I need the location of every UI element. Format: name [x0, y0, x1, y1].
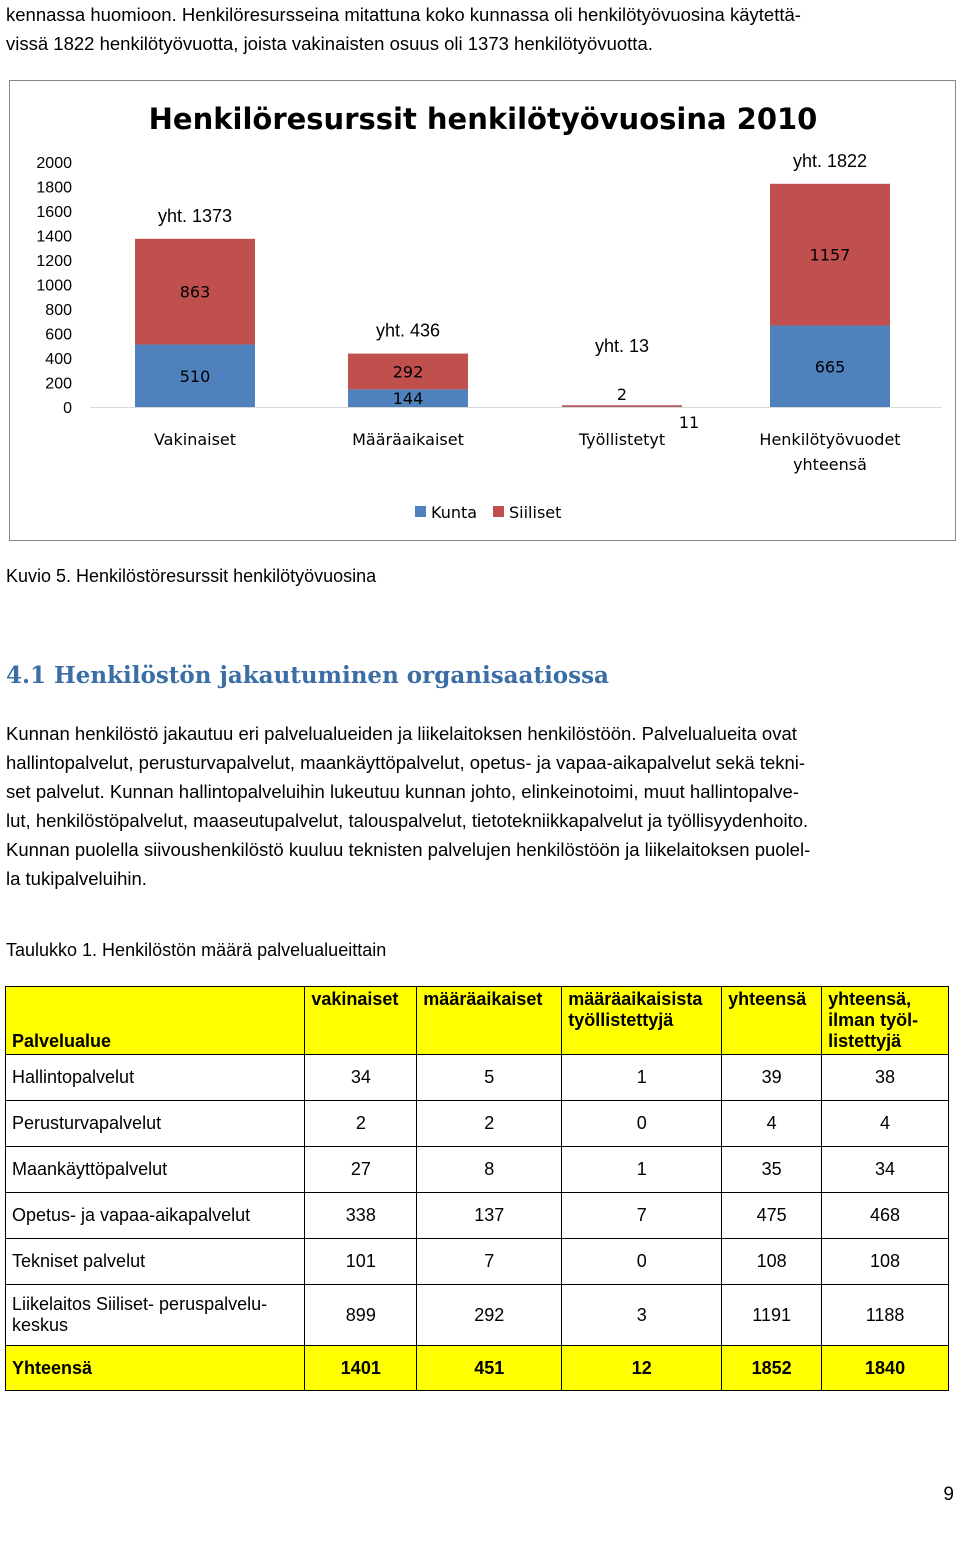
- body-line: lut, henkilöstöpalvelut, maaseutupalvelut, talouspalvelut, tietotekniikkapalvelut ja työllisyydenhoito.: [6, 810, 809, 831]
- legend-label-kunta: Kunta: [431, 503, 478, 522]
- y-tick-label: 1600: [36, 204, 72, 221]
- service-area-name: Hallintopalvelut: [6, 1055, 305, 1101]
- service-area-name: Liikelaitos Siiliset- peruspalvelu- keskus: [6, 1285, 305, 1346]
- data-label-siiliset: 863: [179, 282, 211, 302]
- x-category-label: Vakinaiset: [153, 430, 237, 449]
- table-row: [6, 1239, 949, 1285]
- table-cell: 1191: [722, 1285, 822, 1346]
- total-cell: 12: [562, 1346, 722, 1391]
- y-tick-label: 0: [63, 400, 72, 417]
- y-tick-label: 600: [45, 326, 72, 344]
- stacked-bar-chart: [9, 80, 956, 541]
- table-cell: 292: [417, 1285, 562, 1346]
- legend-swatch-siiliset: [493, 506, 504, 517]
- x-category-label: Määräaikaiset: [352, 430, 464, 449]
- data-label-siiliset: 11: [678, 413, 700, 432]
- total-label: Yhteensä: [6, 1346, 305, 1391]
- table-cell: 3: [562, 1285, 722, 1346]
- table-caption: Taulukko 1. Henkilöstön määrä palvelualueittain: [6, 940, 387, 960]
- service-area-name: Tekniset palvelut: [6, 1239, 305, 1285]
- column-header: yhteensä, ilman työl- listettyjä: [822, 987, 949, 1055]
- total-cell: 1852: [722, 1346, 822, 1391]
- total-label: yht. 436: [375, 320, 441, 341]
- table-header-row: [6, 987, 949, 1055]
- x-category-label: Työllistetyt: [578, 430, 666, 449]
- data-label-kunta: 510: [179, 366, 211, 386]
- total-label: yht. 13: [594, 336, 650, 356]
- chart-canvas: [10, 81, 957, 542]
- table-cell: 468: [822, 1193, 949, 1239]
- column-header: yhteensä: [722, 987, 822, 1055]
- bar-siiliset-3: [562, 405, 682, 407]
- total-cell: 1840: [822, 1346, 949, 1391]
- table-cell: 475: [722, 1193, 822, 1239]
- table-cell: 0: [562, 1239, 722, 1285]
- total-label: yht. 1822: [792, 150, 868, 171]
- table-cell: 39: [722, 1055, 822, 1101]
- table-cell: 1188: [822, 1285, 949, 1346]
- table-total-row: [6, 1346, 949, 1391]
- body-line: Kunnan henkilöstö jakautuu eri palvelualueiden ja liikelaitoksen henkilöstöön. Palvelualueita ovat: [6, 723, 797, 744]
- table-cell: 35: [722, 1147, 822, 1193]
- y-tick-label: 400: [45, 351, 72, 368]
- table-cell: 2: [305, 1101, 417, 1147]
- column-header: määräaikaiset: [417, 987, 562, 1055]
- table-cell: 2: [417, 1101, 562, 1147]
- table-cell: 0: [562, 1101, 722, 1147]
- figure-caption: Kuvio 5. Henkilöstöresurssit henkilötyövuosina: [6, 566, 377, 586]
- table-row: [6, 1055, 949, 1101]
- y-tick-label: 2000: [36, 155, 72, 172]
- section-heading: 4.1 Henkilöstön jakautuminen organisaatiossa: [6, 662, 609, 689]
- table-cell: 34: [822, 1147, 949, 1193]
- body-line: Kunnan puolella siivoushenkilöstö kuuluu teknisten palvelujen henkilöstöön ja liikelaitoksen puolel-: [6, 839, 811, 860]
- y-tick-label: 1200: [36, 253, 72, 270]
- chart-title: Henkilöresurssit henkilötyövuosina 2010: [148, 102, 818, 136]
- service-area-name: Perusturvapalvelut: [6, 1101, 305, 1147]
- legend-swatch-kunta: [415, 506, 426, 517]
- total-label: yht. 1373: [157, 205, 233, 226]
- total-cell: 451: [417, 1346, 562, 1391]
- body-line: la tukipalveluihin.: [6, 868, 147, 889]
- intro-line: kennassa huomioon. Henkilöresursseina mitattuna koko kunnassa oli henkilötyövuosina käytettä-: [6, 4, 801, 25]
- table-row: [6, 1101, 949, 1147]
- table-cell: 108: [822, 1239, 949, 1285]
- table-cell: 5: [417, 1055, 562, 1101]
- x-category-label: Henkilötyövuodet: [759, 430, 901, 449]
- table-cell: 4: [822, 1101, 949, 1147]
- table-cell: 1: [562, 1055, 722, 1101]
- page-number: 9: [943, 1484, 954, 1505]
- service-area-name: Maankäyttöpalvelut: [6, 1147, 305, 1193]
- column-header: Palvelualue: [6, 987, 305, 1055]
- table-cell: 27: [305, 1147, 417, 1193]
- data-label-kunta: 144: [392, 389, 424, 409]
- intro-line: vissä 1822 henkilötyövuotta, joista vakinaisten osuus oli 1373 henkilötyövuotta.: [6, 33, 653, 54]
- column-header: määräaikaisista työllistettyjä: [562, 987, 722, 1055]
- column-header: vakinaiset: [305, 987, 417, 1055]
- table-row: [6, 1285, 949, 1346]
- body-line: set palvelut. Kunnan hallintopalveluihin lukeutuu kunnan johto, elinkeinotoimi, muut hallintopalve-: [6, 781, 799, 802]
- y-tick-label: 1400: [36, 228, 72, 246]
- table-row: [6, 1147, 949, 1193]
- table-cell: 8: [417, 1147, 562, 1193]
- service-area-table: [5, 986, 949, 1391]
- y-tick-label: 1000: [36, 277, 72, 295]
- table-cell: 338: [305, 1193, 417, 1239]
- body-paragraph: [6, 719, 950, 893]
- table-cell: 38: [822, 1055, 949, 1101]
- table-cell: 34: [305, 1055, 417, 1101]
- table-cell: 7: [417, 1239, 562, 1285]
- table-cell: 899: [305, 1285, 417, 1346]
- body-line: hallintopalvelut, perusturvapalvelut, maankäyttöpalvelut, opetus- ja vapaa-aikapalvelut sekä tekni-: [6, 752, 806, 773]
- service-area-name: Opetus- ja vapaa-aikapalvelut: [6, 1193, 305, 1239]
- y-tick-label: 1800: [36, 179, 72, 197]
- intro-paragraph: [6, 0, 950, 58]
- legend-label-siiliset: Siiliset: [509, 503, 562, 522]
- data-label-siiliset: 292: [392, 362, 424, 382]
- data-label-siiliset: 1157: [809, 245, 851, 265]
- total-cell: 1401: [305, 1346, 417, 1391]
- data-label-kunta: 665: [814, 357, 846, 377]
- data-label-kunta: 2: [616, 384, 628, 404]
- y-tick-label: 800: [45, 302, 72, 319]
- table-row: [6, 1193, 949, 1239]
- table-cell: 7: [562, 1193, 722, 1239]
- y-tick-label: 200: [45, 375, 72, 393]
- table-cell: 137: [417, 1193, 562, 1239]
- table-cell: 108: [722, 1239, 822, 1285]
- table-cell: 4: [722, 1101, 822, 1147]
- table-cell: 1: [562, 1147, 722, 1193]
- table-cell: 101: [305, 1239, 417, 1285]
- x-category-label: yhteensä: [793, 455, 867, 474]
